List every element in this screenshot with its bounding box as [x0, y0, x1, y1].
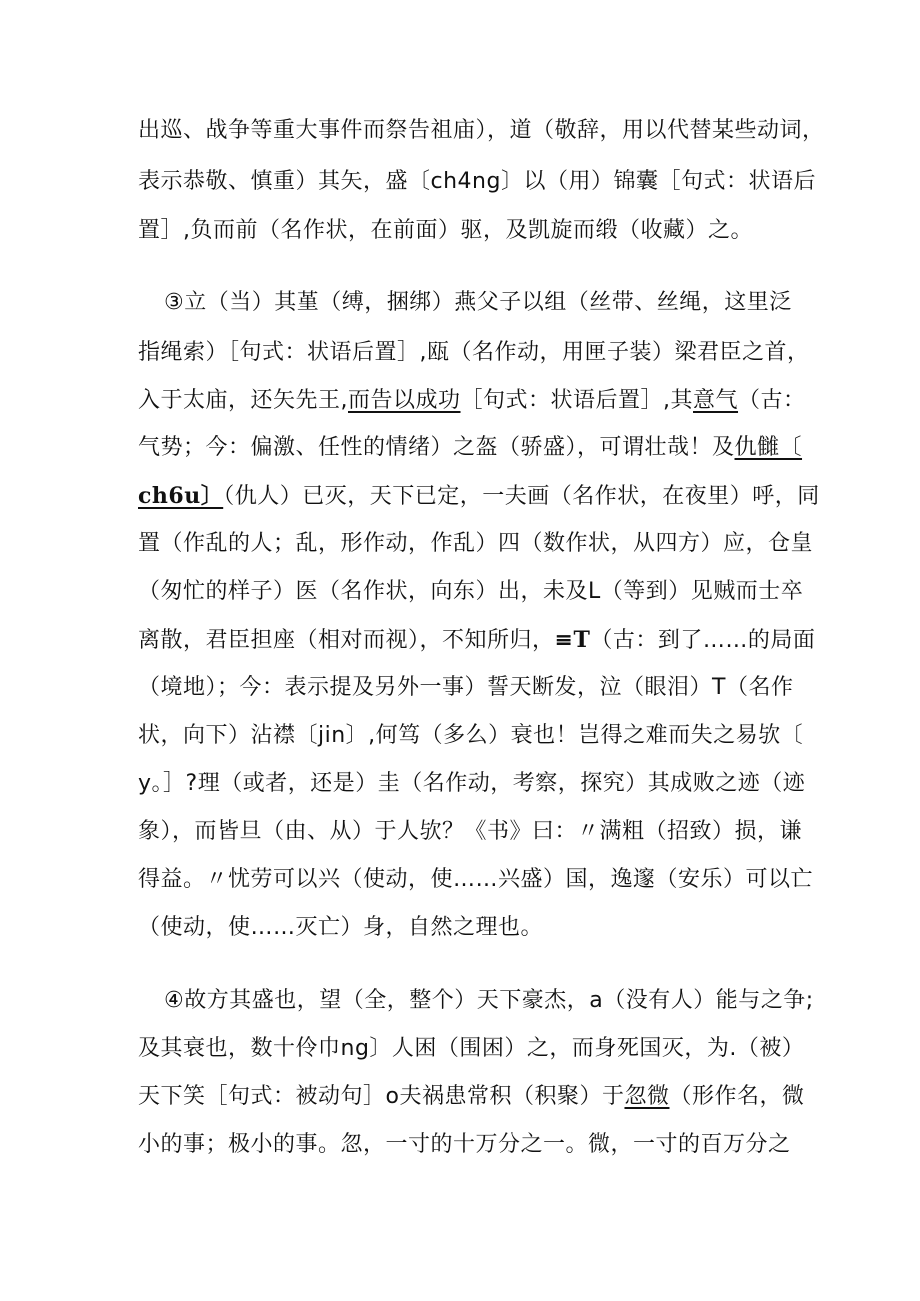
- text-line: 出巡、战争等重大事件而祭告祖庙），道（敬辞，用以代替某些动词，: [138, 118, 825, 143]
- text-segment: 天下笑［句式：被动句］o夫祸患常积（积聚）于: [138, 1084, 625, 1109]
- text-line: ③立（当）其堇（缚，捆绑）燕父子以组（丝带、丝绳，这里泛: [164, 290, 792, 315]
- text-segment: （仇人）已灭，天下已定，一夫画（名作状，在夜里）呼，同: [223, 484, 820, 509]
- text-line: 置（作乱的人；乱，形作动，作乱）四（数作状，从四方）应，仓皇: [138, 531, 814, 556]
- text-segment: 入于太庙，还矢先王,: [138, 388, 348, 413]
- text-line: （使动，使……灭亡）身，自然之理也。: [138, 915, 544, 940]
- text-line: y。］?理（或者，还是）圭（名作动，考察，探究）其成败之迹（迹: [138, 771, 806, 796]
- text-line: 象），而皆旦（由、从）于人欤？《书》曰：〃满粗（招致）损，谦: [138, 819, 803, 844]
- text-line: 指绳索）［句式：状语后置］,瓯（名作动，用匣子装）梁君臣之首，: [138, 340, 810, 365]
- text-line: （匆忙的样子）医（名作状，向东）出，未及L（等到）见贼而士卒: [138, 579, 804, 604]
- text-segment: （古：到了……的局面: [590, 628, 816, 653]
- underlined-bold-text: ch6u〕: [138, 483, 224, 509]
- text-line: 得益。〃忧劳可以兴（使动，使……兴盛）国，逸邃（安乐）可以亡: [138, 867, 814, 892]
- text-line: [138, 386, 806, 416]
- text-segment: ［句式：状语后置］,其: [460, 388, 694, 413]
- underlined-text: 而告以成功: [348, 388, 461, 413]
- text-line: [138, 433, 802, 463]
- text-line: 表示恭敬、慎重）其矢，盛〔ch4ng〕以（用）锦囊［句式：状语后: [138, 169, 816, 194]
- text-line: 及其衰也，数十伶巾ng〕人困（围困）之，而身死国灭，为.（被）: [138, 1036, 805, 1061]
- text-line: ④故方其盛也，望（全，整个）天下豪杰，a（没有人）能与之争;: [164, 988, 814, 1013]
- underlined-text: 意气: [693, 388, 739, 413]
- underlined-text: 仇雠〔: [734, 435, 803, 460]
- text-line: （境地）；今：表示提及另外一事）誓天断发，泣（眼泪）T（名作: [138, 675, 794, 700]
- underlined-text: 忽微: [624, 1084, 670, 1109]
- text-line: 状，向下）沾襟〔jin〕,何笃（多么）衰也！岂得之难而失之易欤〔: [138, 723, 804, 748]
- text-line: [138, 625, 815, 656]
- text-line: 小的事；极小的事。忽，一寸的十万分之一。微，一寸的百万分之: [138, 1132, 791, 1157]
- text-segment: （古：: [738, 388, 806, 413]
- text-segment: （形作名，微: [669, 1084, 805, 1109]
- bold-text: ≡T: [554, 627, 591, 653]
- text-line: [138, 481, 820, 512]
- text-line: 置］,负而前（名作状，在前面）驱，及凯旋而缎（收藏）之。: [138, 218, 753, 243]
- text-segment: 气势；今：偏激、任性的情绪）之盔（骄盛），可谓壮哉！及: [138, 435, 735, 460]
- text-segment: 离散，君臣担座（相对而视），不知所归，: [138, 628, 555, 653]
- text-line: [138, 1082, 805, 1112]
